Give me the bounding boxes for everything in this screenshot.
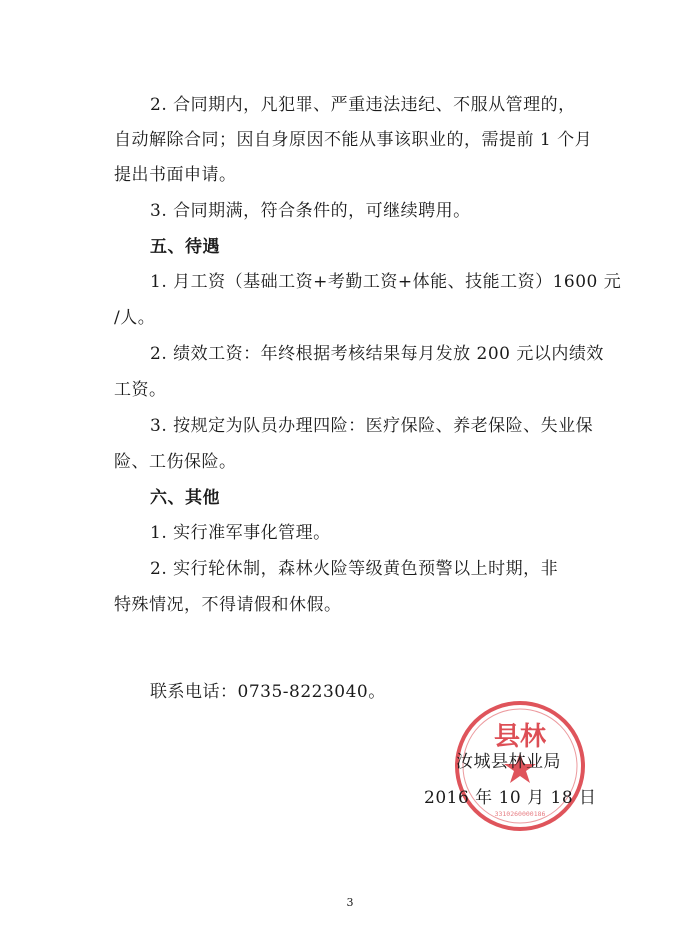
s5-item1-line1: 1. 月工资（基础工资+考勤工资+体能、技能工资）1600 元 [150,272,622,292]
page-number: 3 [346,896,354,909]
s5-item2-line2: 工资。 [114,380,167,400]
section5-heading: 五、待遇 [150,237,220,257]
s6-item2-line2: 特殊情况，不得请假和休假。 [114,595,342,615]
item3: 3. 合同期满，符合条件的，可继续聘用。 [150,201,471,221]
item2-line2: 自动解除合同；因自身原因不能从事该职业的，需提前 1 个月 [114,130,593,150]
seal-number: 3310260000186 [494,810,546,818]
issue-date: 2016 年 10 月 18 日 [424,788,597,808]
s5-item3-line1: 3. 按规定为队员办理四险：医疗保险、养老保险、失业保 [150,416,594,436]
organization-name: 汝城县林业局 [456,752,561,772]
item2-line1: 2. 合同期内，凡犯罪、严重违法违纪、不服从管理的， [150,95,576,115]
item2-line3: 提出书面申请。 [114,165,237,185]
contact-phone: 联系电话：0735-8223040。 [150,682,386,702]
s6-item1: 1. 实行准军事化管理。 [150,523,331,543]
section6-heading: 六、其他 [150,488,220,508]
s6-item2-line1: 2. 实行轮休制，森林火险等级黄色预警以上时期，非 [150,559,559,579]
seal-text: 县林 [493,722,547,752]
s5-item2-line1: 2. 绩效工资：年终根据考核结果每月发放 200 元以内绩效 [150,344,604,364]
s5-item3-line2: 险、工伤保险。 [114,452,237,472]
s5-item1-line2: /人。 [114,308,156,328]
